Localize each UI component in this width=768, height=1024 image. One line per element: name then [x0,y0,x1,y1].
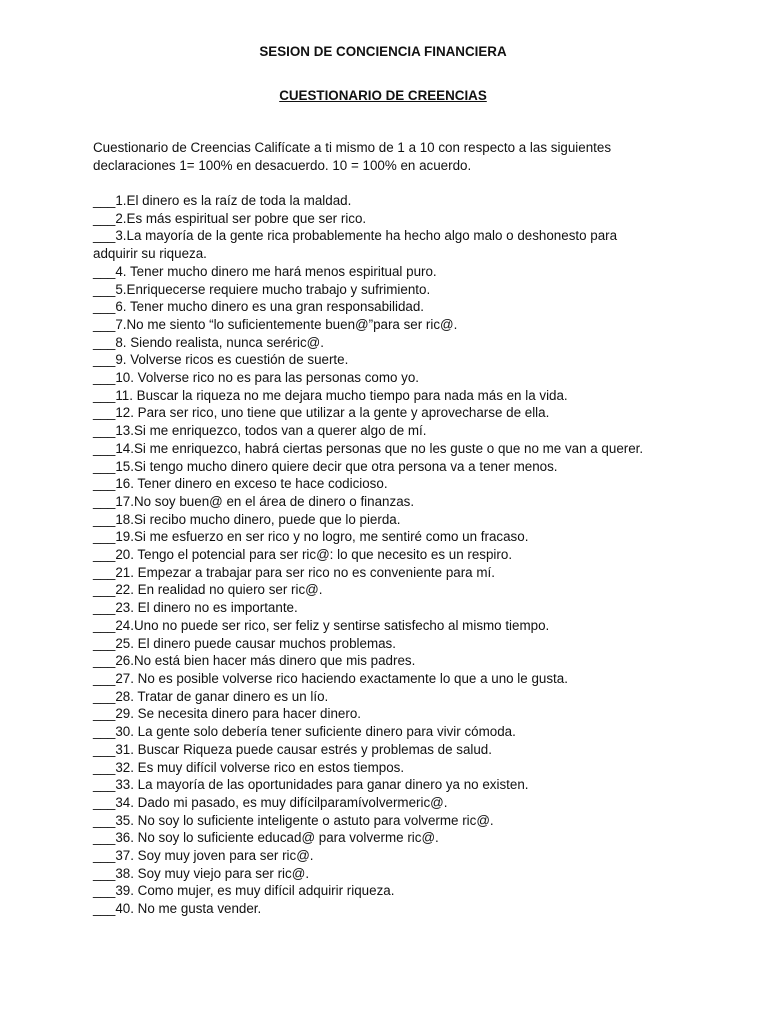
questionnaire-item: ___4. Tener mucho dinero me hará menos espiritual puro. [93,263,437,279]
questionnaire-item: ___26.No está bien hacer más dinero que mis padres. [93,653,416,669]
questionnaire-item: ___20. Tengo el potencial para ser ric@: lo que necesito es un respiro. [93,547,513,563]
subtitle-text: CUESTIONARIO DE CREENCIAS [279,88,487,103]
document-title: SESION DE CONCIENCIA FINANCIERA [259,44,507,59]
questionnaire-item: ___24.Uno no puede ser rico, ser feliz y sentirse satisfecho al mismo tiempo. [93,617,550,633]
questionnaire-item: ___37. Soy muy joven para ser ric@. [93,848,314,864]
questionnaire-item: ___33. La mayoría de las oportunidades para ganar dinero ya no existen. [93,777,529,793]
questionnaire-item: ___31. Buscar Riqueza puede causar estrés y problemas de salud. [93,741,492,757]
questionnaire-item: ___8. Siendo realista, nunca seréric@. [93,334,324,350]
questionnaire-item: ___27. No es posible volverse rico haciendo exactamente lo que a uno le gusta. [93,670,568,686]
questionnaire-item: ___9. Volverse ricos es cuestión de suerte. [93,352,349,368]
questionnaire-item: ___11. Buscar la riqueza no me dejara mucho tiempo para nada más en la vida. [93,387,568,403]
questionnaire-item: ___3.La mayoría de la gente rica probablemente ha hecho algo malo o deshonesto para adquirir su riqueza. [93,228,618,262]
questionnaire-item: ___21. Empezar a trabajar para ser rico no es conveniente para mí. [93,564,495,580]
questionnaire-item: ___2.Es más espiritual ser pobre que ser rico. [93,210,367,226]
questionnaire-item: ___6. Tener mucho dinero es una gran responsabilidad. [93,299,425,315]
questionnaire-item: ___25. El dinero puede causar muchos problemas. [93,635,396,651]
questionnaire-list [93,192,658,918]
questionnaire-item: ___17.No soy buen@ en el área de dinero o finanzas. [93,493,415,509]
questionnaire-item: ___23. El dinero no es importante. [93,600,298,616]
questionnaire-item: ___39. Como mujer, es muy difícil adquirir riqueza. [93,883,395,899]
questionnaire-item: ___1.El dinero es la raíz de toda la maldad. [93,193,352,208]
questionnaire-item: ___14.Si me enriquezco, habrá ciertas personas que no les guste o que no me van a querer. [93,440,644,456]
questionnaire-item: ___38. Soy muy viejo para ser ric@. [93,865,310,881]
questionnaire-item: ___22. En realidad no quiero ser ric@. [93,582,323,598]
questionnaire-item: ___18.Si recibo mucho dinero, puede que lo pierda. [93,511,401,527]
questionnaire-item: ___13.Si me enriquezco, todos van a querer algo de mí. [93,423,427,439]
questionnaire-item: ___12. Para ser rico, uno tiene que utilizar a la gente y aprovecharse de ella. [93,405,550,421]
questionnaire-item: ___34. Dado mi pasado, es muy difícilparamívolvermeric@. [93,794,448,810]
questionnaire-item: ___10. Volverse rico no es para las personas como yo. [93,370,420,386]
questionnaire-item: ___16. Tener dinero en exceso te hace codicioso. [93,476,388,492]
questionnaire-item: ___19.Si me esfuerzo en ser rico y no logro, me sentiré como un fracaso. [93,529,529,545]
questionnaire-item: ___32. Es muy difícil volverse rico en estos tiempos. [93,759,405,775]
questionnaire-item: ___35. No soy lo suficiente inteligente o astuto para volverme ric@. [93,812,494,828]
questionnaire-item: ___5.Enriquecerse requiere mucho trabajo y sufrimiento. [93,281,431,297]
questionnaire-item: ___36. No soy lo suficiente educad@ para volverme ric@. [93,830,439,846]
questionnaire-item: ___40. No me gusta vender. [93,901,262,917]
document-subtitle [93,87,673,104]
questionnaire-item: ___30. La gente solo debería tener suficiente dinero para vivir cómoda. [93,724,516,740]
questionnaire-item: ___28. Tratar de ganar dinero es un lío. [93,688,329,704]
questionnaire-item: ___29. Se necesita dinero para hacer dinero. [93,706,361,722]
questionnaire-item: ___15.Si tengo mucho dinero quiere decir que otra persona va a tener menos. [93,458,558,474]
intro-paragraph: Cuestionario de Creencias Califícate a ti mismo de 1 a 10 con respecto a las siguientes declaraciones 1= 100% en desacuerdo. 10 = 100% en acuerdo. [93,140,612,173]
questionnaire-item: ___7.No me siento “lo suficientemente buen@”para ser ric@. [93,316,458,332]
